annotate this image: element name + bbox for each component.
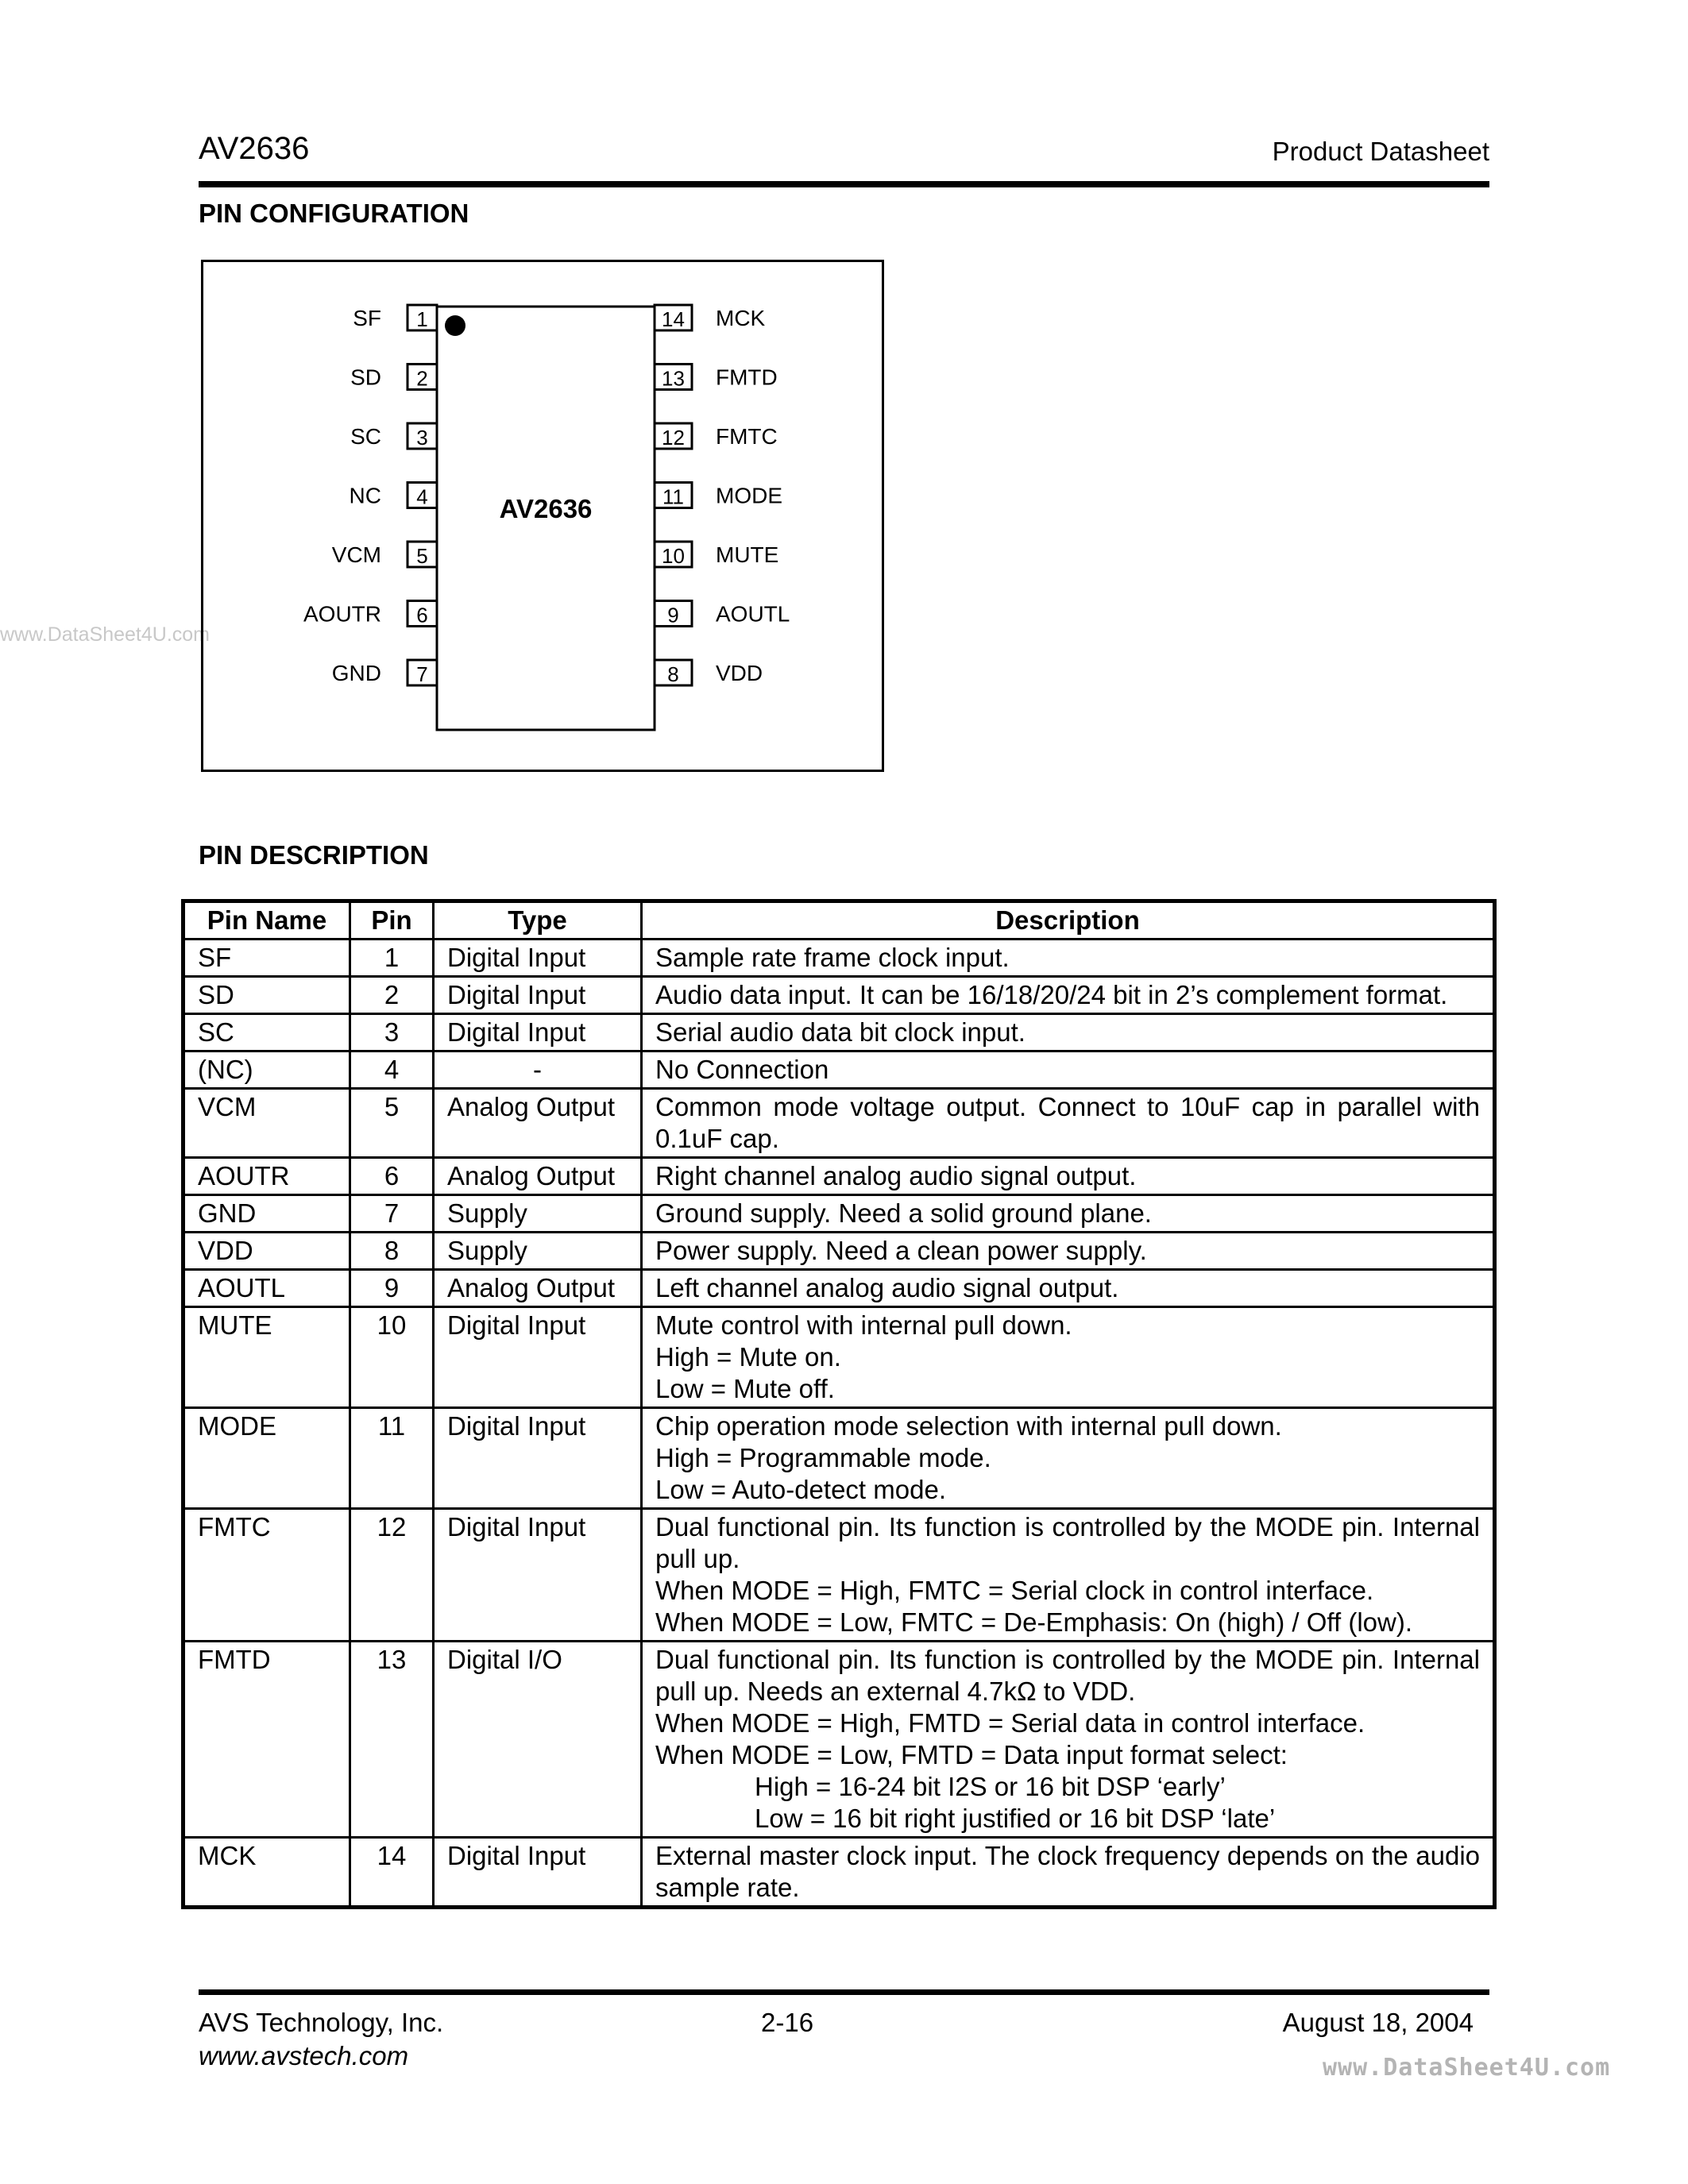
pin-number: 4 bbox=[416, 484, 428, 509]
cell-type: Supply bbox=[434, 1233, 642, 1270]
cell-pin: 4 bbox=[350, 1051, 434, 1089]
pin-configuration-title: PIN CONFIGURATION bbox=[199, 199, 469, 228]
table-row bbox=[183, 1642, 1495, 1838]
pin-number: 7 bbox=[416, 662, 428, 686]
cell-type: Supply bbox=[434, 1195, 642, 1233]
pin-number: 9 bbox=[667, 603, 679, 627]
cell-pin: 11 bbox=[350, 1408, 434, 1509]
pin-name-label: SD bbox=[350, 365, 381, 390]
pin-name-label: AOUTR bbox=[303, 601, 381, 627]
pin-number: 10 bbox=[662, 544, 685, 568]
cell-pin: 1 bbox=[350, 940, 434, 977]
cell-pin-name: SD bbox=[183, 977, 350, 1014]
description-line: Serial audio data bit clock input. bbox=[655, 1017, 1026, 1047]
description-line: Chip operation mode selection with internal pull down. bbox=[655, 1411, 1282, 1441]
pin-description-table bbox=[181, 899, 1497, 1909]
pin-configuration-diagram bbox=[201, 260, 884, 772]
cell-type: Analog Output bbox=[434, 1158, 642, 1195]
description-line: Sample rate frame clock input. bbox=[655, 943, 1010, 972]
pin-name-label: VCM bbox=[331, 542, 381, 567]
description-line: When MODE = High, FMTC = Serial clock in control interface. bbox=[655, 1576, 1374, 1605]
cell-description bbox=[642, 1509, 1495, 1642]
cell-description bbox=[642, 1014, 1495, 1051]
pin-name-label: MODE bbox=[716, 483, 782, 508]
pin-name-label: SC bbox=[350, 424, 381, 449]
pin-number: 2 bbox=[416, 366, 428, 391]
cell-description bbox=[642, 1408, 1495, 1509]
pin-6 bbox=[303, 601, 437, 627]
header-rule bbox=[199, 181, 1489, 187]
pin-number: 8 bbox=[667, 662, 679, 686]
watermark-bottom-right: www.DataSheet4U.com bbox=[1323, 2054, 1611, 2082]
pin-name-label: FMTC bbox=[716, 424, 778, 449]
cell-pin: 13 bbox=[350, 1642, 434, 1838]
pin-number: 3 bbox=[416, 426, 428, 450]
cell-description bbox=[642, 1307, 1495, 1408]
description-line: When MODE = Low, FMTD = Data input format select: bbox=[655, 1740, 1288, 1769]
cell-description bbox=[642, 1158, 1495, 1195]
description-line: When MODE = High, FMTD = Serial data in control interface. bbox=[655, 1708, 1365, 1738]
pin-name-label: FMTD bbox=[716, 365, 778, 390]
cell-type: Analog Output bbox=[434, 1089, 642, 1158]
description-line: Low = Mute off. bbox=[655, 1374, 835, 1403]
cell-pin-name: AOUTL bbox=[183, 1270, 350, 1307]
cell-pin-name: GND bbox=[183, 1195, 350, 1233]
pin-name-label: AOUTL bbox=[716, 601, 790, 627]
cell-pin-name: VCM bbox=[183, 1089, 350, 1158]
header-pin: Pin bbox=[350, 901, 434, 940]
cell-pin: 3 bbox=[350, 1014, 434, 1051]
description-line: External master clock input. The clock frequency depends on the audio sample rate. bbox=[655, 1841, 1480, 1902]
description-line: When MODE = Low, FMTC = De-Emphasis: On (high) / Off (low). bbox=[655, 1607, 1412, 1637]
pin-9 bbox=[655, 601, 790, 627]
table-row bbox=[183, 1158, 1495, 1195]
cell-pin: 12 bbox=[350, 1509, 434, 1642]
cell-description bbox=[642, 977, 1495, 1014]
table-row bbox=[183, 977, 1495, 1014]
description-line: Low = Auto-detect mode. bbox=[655, 1475, 946, 1504]
cell-pin: 9 bbox=[350, 1270, 434, 1307]
cell-type: Digital Input bbox=[434, 1408, 642, 1509]
table-row bbox=[183, 1307, 1495, 1408]
pin-12 bbox=[655, 423, 778, 450]
cell-pin: 5 bbox=[350, 1089, 434, 1158]
description-line: High = Programmable mode. bbox=[655, 1443, 991, 1472]
pin-1 bbox=[353, 305, 437, 331]
cell-description bbox=[642, 1089, 1495, 1158]
description-line: Mute control with internal pull down. bbox=[655, 1310, 1072, 1340]
pin-5 bbox=[332, 542, 437, 568]
cell-pin-name: AOUTR bbox=[183, 1158, 350, 1195]
pin-number: 5 bbox=[416, 544, 428, 568]
cell-pin-name: FMTC bbox=[183, 1509, 350, 1642]
cell-description bbox=[642, 940, 1495, 977]
pin-2 bbox=[350, 365, 437, 391]
description-line: Right channel analog audio signal output. bbox=[655, 1161, 1137, 1190]
cell-description bbox=[642, 1270, 1495, 1307]
table-row bbox=[183, 1014, 1495, 1051]
table-row bbox=[183, 1270, 1495, 1307]
pin-14 bbox=[655, 305, 766, 331]
table-row bbox=[183, 1089, 1495, 1158]
chip-diagram-svg bbox=[203, 262, 882, 770]
description-line: Audio data input. It can be 16/18/20/24 bit in 2’s complement format. bbox=[655, 980, 1448, 1009]
pin-4 bbox=[350, 483, 437, 509]
pin-name-label: SF bbox=[353, 306, 381, 330]
pin-number: 11 bbox=[662, 484, 684, 509]
pin-name-label: GND bbox=[331, 661, 381, 685]
cell-description bbox=[642, 1233, 1495, 1270]
pin-11 bbox=[655, 483, 782, 509]
cell-pin-name: FMTD bbox=[183, 1642, 350, 1838]
cell-description bbox=[642, 1051, 1495, 1089]
description-line: High = Mute on. bbox=[655, 1342, 841, 1372]
cell-pin: 7 bbox=[350, 1195, 434, 1233]
pin-number: 14 bbox=[662, 307, 685, 331]
cell-description bbox=[642, 1838, 1495, 1908]
cell-pin-name: SF bbox=[183, 940, 350, 977]
pin-number: 12 bbox=[662, 426, 685, 450]
page-number: 2-16 bbox=[761, 2008, 814, 2037]
pin-name-label: MCK bbox=[716, 306, 766, 330]
description-line: High = 16-24 bit I2S or 16 bit DSP ‘early’ bbox=[755, 1772, 1226, 1801]
cell-type: Digital Input bbox=[434, 940, 642, 977]
pin-description-title: PIN DESCRIPTION bbox=[199, 840, 429, 870]
description-line: Dual functional pin. Its function is controlled by the MODE pin. Internal pull up. Needs an external 4.7kΩ to VDD. bbox=[655, 1645, 1480, 1706]
footer-url[interactable]: www.avstech.com bbox=[199, 2041, 409, 2070]
pin-number: 1 bbox=[416, 307, 428, 331]
pin-10 bbox=[655, 542, 778, 568]
cell-pin: 8 bbox=[350, 1233, 434, 1270]
table-row bbox=[183, 1195, 1495, 1233]
pin-number: 13 bbox=[662, 366, 685, 391]
cell-pin-name: VDD bbox=[183, 1233, 350, 1270]
cell-type: Analog Output bbox=[434, 1270, 642, 1307]
description-line: No Connection bbox=[655, 1055, 829, 1084]
description-line: Ground supply. Need a solid ground plane. bbox=[655, 1198, 1152, 1228]
pin-8 bbox=[655, 660, 763, 686]
description-line: Power supply. Need a clean power supply. bbox=[655, 1236, 1147, 1265]
table-row bbox=[183, 1509, 1495, 1642]
description-line: Left channel analog audio signal output. bbox=[655, 1273, 1119, 1302]
pin-13 bbox=[655, 365, 778, 391]
pin-number: 6 bbox=[416, 603, 428, 627]
description-line: Common mode voltage output. Connect to 10uF cap in parallel with 0.1uF cap. bbox=[655, 1092, 1480, 1153]
footer-company: AVS Technology, Inc. bbox=[199, 2008, 444, 2037]
cell-pin-name: MODE bbox=[183, 1408, 350, 1509]
chip-label: AV2636 bbox=[499, 494, 593, 523]
table-row bbox=[183, 1838, 1495, 1908]
pin-name-label: MUTE bbox=[716, 542, 779, 567]
pin-1-indicator-dot bbox=[445, 315, 465, 336]
table-row bbox=[183, 1408, 1495, 1509]
header-pin-name: Pin Name bbox=[183, 901, 350, 940]
table-row bbox=[183, 1051, 1495, 1089]
cell-pin-name: (NC) bbox=[183, 1051, 350, 1089]
cell-pin-name: MCK bbox=[183, 1838, 350, 1908]
cell-type: Digital I/O bbox=[434, 1642, 642, 1838]
header-type: Type bbox=[434, 901, 642, 940]
cell-pin-name: MUTE bbox=[183, 1307, 350, 1408]
pin-3 bbox=[350, 423, 437, 450]
description-line: Dual functional pin. Its function is controlled by the MODE pin. Internal pull up. bbox=[655, 1512, 1480, 1573]
pin-name-label: VDD bbox=[716, 661, 763, 685]
cell-type: Digital Input bbox=[434, 1509, 642, 1642]
cell-pin: 2 bbox=[350, 977, 434, 1014]
cell-pin: 10 bbox=[350, 1307, 434, 1408]
cell-type: Digital Input bbox=[434, 1838, 642, 1908]
pin-7 bbox=[332, 660, 437, 686]
cell-type: Digital Input bbox=[434, 1307, 642, 1408]
document-type: Product Datasheet bbox=[1272, 137, 1489, 166]
cell-description bbox=[642, 1195, 1495, 1233]
table-row bbox=[183, 940, 1495, 977]
watermark-left: www.DataSheet4U.com bbox=[0, 623, 211, 646]
cell-pin-name: SC bbox=[183, 1014, 350, 1051]
description-line: Low = 16 bit right justified or 16 bit DSP ‘late’ bbox=[755, 1804, 1276, 1833]
cell-pin: 6 bbox=[350, 1158, 434, 1195]
footer-rule bbox=[199, 1989, 1489, 1995]
pin-name-label: NC bbox=[349, 483, 381, 508]
header-description: Description bbox=[642, 901, 1495, 940]
cell-type: Digital Input bbox=[434, 1014, 642, 1051]
cell-type: - bbox=[434, 1051, 642, 1089]
cell-pin: 14 bbox=[350, 1838, 434, 1908]
cell-type: Digital Input bbox=[434, 977, 642, 1014]
cell-description bbox=[642, 1642, 1495, 1838]
footer-date: August 18, 2004 bbox=[1282, 2008, 1474, 2037]
table-header-row bbox=[183, 901, 1495, 940]
document-title: AV2636 bbox=[199, 131, 310, 166]
table-row bbox=[183, 1233, 1495, 1270]
